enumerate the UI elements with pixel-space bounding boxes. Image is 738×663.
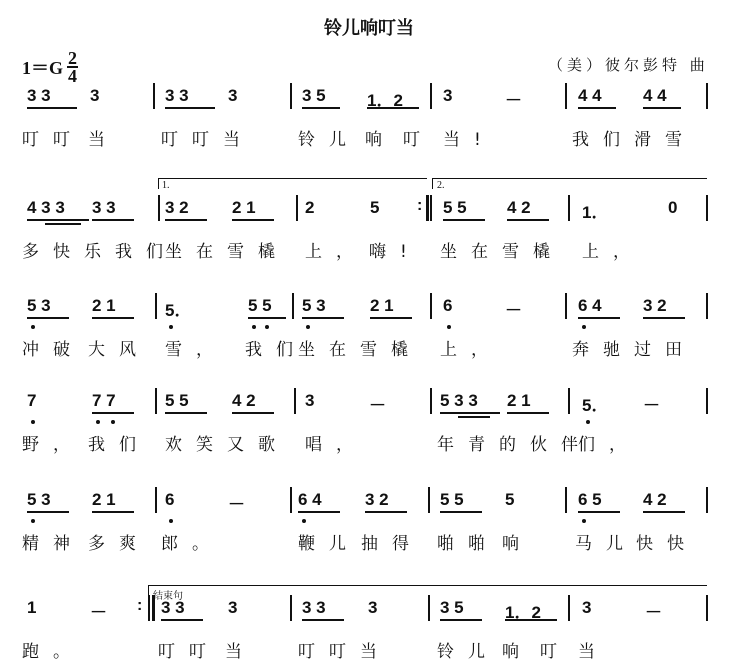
lyric-text: 滑雪 [634, 130, 696, 150]
lyric-text: 冲破 [22, 340, 84, 360]
repeat-end-sign [417, 197, 422, 215]
time-denominator: 4 [68, 66, 78, 86]
beam-line [302, 107, 340, 109]
note-group: 7 [27, 391, 37, 410]
beam-line [505, 619, 557, 621]
note-group: 2 1 [92, 490, 116, 509]
note-group: 4 2 [507, 198, 531, 217]
note-group: 3 3 [302, 598, 326, 617]
octave-dot [302, 519, 306, 523]
beam-line [92, 219, 134, 221]
beam-line [367, 107, 419, 109]
lyric-text: 坐在雪橇 [440, 242, 564, 262]
lyric-text: 叮 [540, 642, 571, 662]
beam-line [643, 317, 685, 319]
volta-label-1: 1. [162, 180, 170, 191]
barline [430, 388, 432, 414]
note-group: 3 [443, 86, 453, 105]
lyric-text: 雪， [165, 340, 227, 360]
octave-dot [582, 325, 586, 329]
note-group: 3 3 [161, 598, 185, 617]
time-numerator: 2 [68, 48, 78, 68]
volta-label-2: 2. [437, 180, 445, 191]
beam-line [45, 223, 81, 225]
lyric-text: 当 [225, 642, 256, 662]
lyric-text: 上， [440, 340, 502, 360]
beam-line [248, 317, 286, 319]
repeat-dots: : [417, 197, 423, 214]
beam-line [298, 511, 340, 513]
note-group: － [369, 396, 386, 415]
beam-line [458, 416, 490, 418]
beam-line [365, 511, 407, 513]
note-group: － [228, 495, 245, 514]
barline [430, 293, 432, 319]
note-group: 3 [305, 391, 315, 410]
note-group: 1． [582, 203, 609, 222]
barline [568, 195, 570, 221]
note-group: 3 3 [27, 86, 51, 105]
barline [565, 83, 567, 109]
note-group: － [505, 91, 522, 110]
octave-dot [306, 325, 310, 329]
lyric-text: 郎。 [161, 534, 223, 554]
repeat-start-sign [137, 597, 142, 615]
barline [565, 487, 567, 513]
composer-credit: （美）彼尔彭特 曲 [548, 56, 709, 74]
beam-line [302, 619, 344, 621]
lyric-text: 当 [88, 130, 119, 150]
note-group: － [90, 603, 107, 622]
octave-dot [169, 325, 173, 329]
barline [568, 595, 570, 621]
barline [296, 195, 298, 221]
lyric-text: 响 [502, 534, 533, 554]
note-group: 3 [90, 86, 100, 105]
barline [148, 595, 150, 621]
octave-dot [31, 420, 35, 424]
beam-line [440, 619, 482, 621]
barline [290, 487, 292, 513]
octave-dot [252, 325, 256, 329]
barline [430, 83, 432, 109]
note-group: 3 [228, 598, 238, 617]
note-group: 5． [582, 396, 609, 415]
lyric-text: 响 [502, 642, 533, 662]
lyric-text: 跑。 [22, 642, 84, 662]
beam-line [440, 412, 500, 414]
note-group: 4 4 [643, 86, 667, 105]
note-group: 5 [370, 198, 380, 217]
lyric-text: 唱， [305, 435, 367, 455]
note-group: 4 2 [232, 391, 256, 410]
key-label: 1＝G [22, 58, 64, 78]
lyric-text: 野， [22, 435, 84, 455]
lyric-text: 响 [365, 130, 396, 150]
note-group: 5 3 [302, 296, 326, 315]
note-group: 3 5 [440, 598, 464, 617]
beam-line [643, 511, 685, 513]
note-group: 4 3 3 [27, 198, 65, 217]
barline [706, 195, 708, 221]
note-group: 1 [27, 598, 37, 617]
beam-line [578, 511, 620, 513]
beam-line [27, 511, 69, 513]
octave-dot [96, 420, 100, 424]
note-group: 5 5 [165, 391, 189, 410]
note-group: 3 5 [302, 86, 326, 105]
note-group: 3 [228, 86, 238, 105]
note-group: 0 [668, 198, 678, 217]
lyric-text: 快快 [636, 534, 698, 554]
beam-line [165, 219, 207, 221]
beam-line [232, 412, 274, 414]
lyric-text: 奔驰过田 [572, 340, 696, 360]
lyric-text: 叮叮当 [161, 130, 254, 150]
ending-bracket [148, 585, 707, 596]
volta-bracket-2 [432, 178, 707, 189]
barline [706, 595, 708, 621]
barline [430, 195, 432, 221]
beam-line [165, 412, 207, 414]
beam-line [440, 511, 482, 513]
barline [155, 388, 157, 414]
beam-line [302, 317, 344, 319]
lyric-text: 啪啪 [437, 534, 499, 554]
beam-line [443, 219, 485, 221]
lyric-text: 铃儿 [437, 642, 499, 662]
beam-line [578, 317, 620, 319]
barline [158, 195, 160, 221]
barline [294, 388, 296, 414]
note-group: 7 7 [92, 391, 116, 410]
barline [706, 487, 708, 513]
repeat-double-bar [426, 195, 429, 221]
octave-dot [169, 519, 173, 523]
barline [428, 487, 430, 513]
lyric-text: 我们 [572, 130, 634, 150]
barline [706, 83, 708, 109]
lyric-text: 们， [578, 435, 640, 455]
note-group: 3 2 [643, 296, 667, 315]
lyric-text: 当! [443, 130, 495, 150]
beam-line [507, 219, 549, 221]
note-group: 1．2 [505, 603, 541, 622]
note-group: 3 3 [92, 198, 116, 217]
repeat-dots: : [137, 597, 143, 614]
octave-dot [582, 519, 586, 523]
note-group: 5 5 [443, 198, 467, 217]
lyric-text: 叮 [403, 130, 434, 150]
lyric-text: 我们 [245, 340, 307, 360]
volta-bracket-1 [158, 178, 427, 189]
note-group: 5． [165, 301, 192, 320]
lyric-text: 大风 [88, 340, 150, 360]
note-group: 5 [505, 490, 515, 509]
barline [706, 388, 708, 414]
note-group: 2 [305, 198, 315, 217]
note-group: 3 3 [165, 86, 189, 105]
barline [155, 293, 157, 319]
lyric-text: 上， [582, 242, 644, 262]
beam-line [27, 317, 69, 319]
beam-line [232, 219, 274, 221]
note-group: 6 5 [578, 490, 602, 509]
beam-line [161, 619, 203, 621]
barline [290, 83, 292, 109]
lyric-text: 欢笑又歌 [165, 435, 289, 455]
barline [155, 487, 157, 513]
beam-line [92, 511, 134, 513]
lyric-text: 坐在雪橇 [298, 340, 422, 360]
octave-dot [447, 325, 451, 329]
time-signature [67, 50, 78, 84]
lyric-text: 叮叮 [22, 130, 84, 150]
note-group: 2 1 [507, 391, 531, 410]
barline [428, 595, 430, 621]
barline [568, 388, 570, 414]
note-group: 5 3 3 [440, 391, 478, 410]
lyric-text: 坐在雪橇 [165, 242, 289, 262]
note-group: 6 [165, 490, 175, 509]
note-group: 2 1 [232, 198, 256, 217]
lyric-text: 叮叮 [158, 642, 220, 662]
note-group: 5 5 [440, 490, 464, 509]
note-group: 3 2 [165, 198, 189, 217]
note-group: 2 1 [92, 296, 116, 315]
beam-line [92, 317, 134, 319]
octave-dot [31, 519, 35, 523]
lyric-text: 精神 [22, 534, 84, 554]
note-group: 3 2 [365, 490, 389, 509]
note-group: 6 4 [578, 296, 602, 315]
octave-dot [111, 420, 115, 424]
key-signature [22, 50, 78, 84]
lyric-text: 马儿 [575, 534, 637, 554]
note-group: 1．2 [367, 91, 403, 110]
note-group: － [645, 603, 662, 622]
page-title: 铃儿响叮当 [324, 18, 414, 39]
lyric-text: 鞭儿 [298, 534, 360, 554]
beam-line [92, 412, 134, 414]
note-group: 5 3 [27, 490, 51, 509]
note-group: － [643, 396, 660, 415]
beam-line [370, 317, 412, 319]
beam-line [165, 107, 215, 109]
barline [292, 293, 294, 319]
note-group: － [505, 301, 522, 320]
lyric-text: 多爽 [88, 534, 150, 554]
note-group: 3 [368, 598, 378, 617]
beam-line [27, 219, 89, 221]
barline [565, 293, 567, 319]
lyric-text: 当 [578, 642, 609, 662]
lyric-text: 年青的伙伴 [437, 435, 592, 455]
beam-line [507, 412, 549, 414]
note-group: 4 4 [578, 86, 602, 105]
beam-line [578, 107, 616, 109]
note-group: 3 [582, 598, 592, 617]
octave-dot [31, 325, 35, 329]
lyric-text: 叮叮当 [298, 642, 391, 662]
lyric-text: 铃儿 [298, 130, 360, 150]
note-group: 5 5 [248, 296, 272, 315]
beam-line [27, 107, 77, 109]
ending-label: 结束句 [153, 591, 183, 602]
lyric-text: 上， [305, 242, 367, 262]
octave-dot [586, 420, 590, 424]
note-group: 4 2 [643, 490, 667, 509]
note-group: 6 [443, 296, 453, 315]
lyric-text: 多快乐我们 [22, 242, 177, 262]
note-group: 5 3 [27, 296, 51, 315]
lyric-text: 嗨! [369, 242, 421, 262]
octave-dot [265, 325, 269, 329]
barline [706, 293, 708, 319]
note-group: 2 1 [370, 296, 394, 315]
beam-line [643, 107, 681, 109]
barline [153, 83, 155, 109]
lyric-text: 抽得 [361, 534, 423, 554]
note-group: 6 4 [298, 490, 322, 509]
barline [290, 595, 292, 621]
lyric-text: 我们 [88, 435, 150, 455]
